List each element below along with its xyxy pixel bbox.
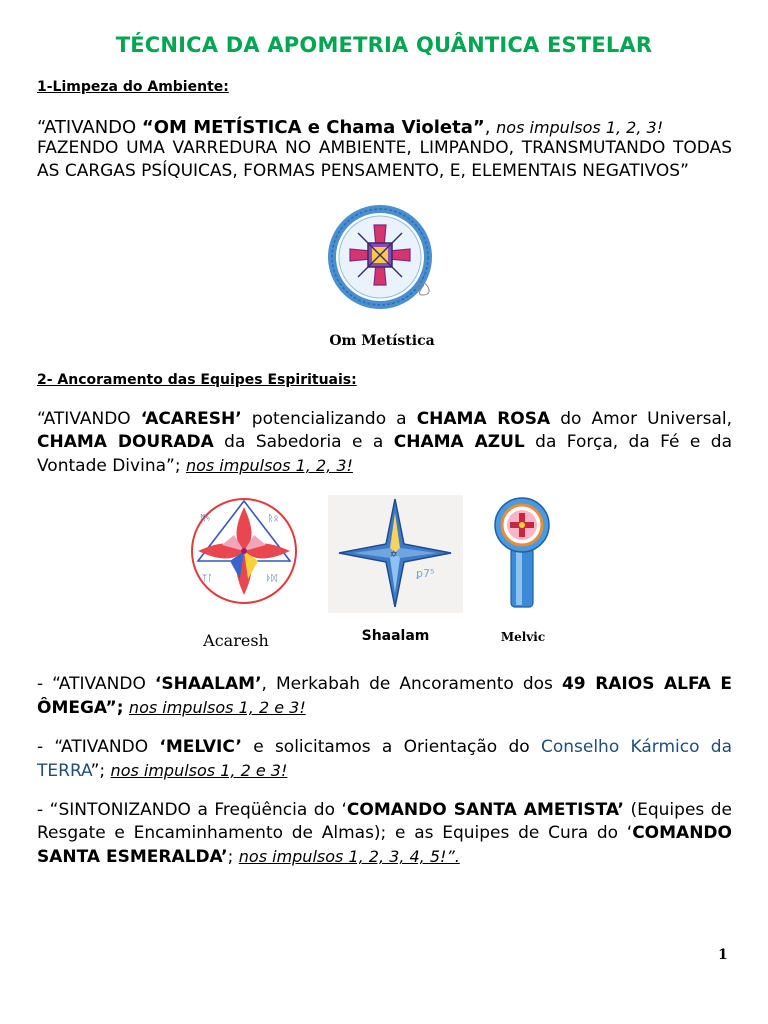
om-metistica-caption: Om Metística bbox=[329, 333, 435, 349]
bold-text: ‘MELVIC’ bbox=[159, 737, 242, 757]
om-metistica-image bbox=[318, 203, 448, 309]
melvic-image bbox=[483, 495, 563, 613]
acaresh-image bbox=[186, 497, 302, 607]
text: (Equipes de Resgate e Encaminhamento de Almas); e as Equipes de Cura do ‘ bbox=[37, 800, 733, 843]
text: ; bbox=[227, 847, 239, 867]
impulse-text: nos impulsos 1, 2 e 3! bbox=[110, 761, 288, 780]
text: potencializando a bbox=[241, 409, 417, 429]
shaalam-image bbox=[328, 495, 463, 613]
section-1-heading: 1-Limpeza do Ambiente: bbox=[37, 79, 229, 95]
shaalam-paragraph bbox=[37, 673, 732, 720]
svg-text:✡: ✡ bbox=[390, 550, 398, 560]
impulse-text: nos impulsos 1, 2, 3! bbox=[185, 456, 353, 475]
bold-text: COMANDO SANTA AMETISTA’ bbox=[346, 800, 624, 820]
text: - “ATIVANDO bbox=[37, 674, 155, 694]
svg-text:ᛗᛃ: ᛗᛃ bbox=[200, 514, 211, 524]
svg-text:ꝑ7⁵: ꝑ7⁵ bbox=[416, 567, 435, 580]
svg-text:ᚦᛞ: ᚦᛞ bbox=[266, 574, 277, 584]
text: - “ATIVANDO bbox=[37, 737, 160, 757]
text: FAZENDO UMA VARREDURA NO AMBIENTE, LIMPANDO, TRANSMUTANDO TODAS AS CARGAS PSÍQUICAS, FORMAS PENSAMENTO, E, ELEMENTAIS NEGATIVOS” bbox=[37, 138, 732, 181]
text: , Merkabah de Ancoramento dos bbox=[261, 674, 562, 694]
melvic-caption: Melvic bbox=[500, 630, 546, 644]
bold-text: ‘SHAALAM’ bbox=[154, 674, 262, 694]
shaalam-caption: Shaalam bbox=[361, 628, 430, 644]
impulse-text: nos impulsos 1, 2, 3, 4, 5!”. bbox=[238, 847, 460, 866]
impulse-text: nos impulsos 1, 2 e 3! bbox=[128, 698, 306, 717]
bold-text: ‘ACARESH’ bbox=[140, 409, 242, 429]
bold-text: CHAMA ROSA bbox=[416, 409, 551, 429]
melvic-paragraph bbox=[37, 736, 732, 783]
text: do Amor Universal, bbox=[550, 409, 732, 429]
bold-text: 49 RAIOS ALFA E ÔMEGA”; bbox=[37, 674, 733, 718]
bold-text: CHAMA DOURADA bbox=[37, 432, 214, 452]
conselho-link: Conselho Kármico da TERRA bbox=[37, 737, 732, 781]
bold-text: “OM METÍSTICA e Chama Violeta” bbox=[141, 117, 485, 138]
text: da Força, da Fé e da Vontade Divina”; bbox=[37, 432, 732, 476]
sintonizando-paragraph bbox=[37, 799, 732, 869]
text: da Sabedoria e a bbox=[213, 432, 394, 452]
text: - “SINTONIZANDO a Freqüência do ‘ bbox=[37, 800, 347, 820]
page-title: TÉCNICA DA APOMETRIA QUÂNTICA ESTELAR bbox=[115, 33, 653, 57]
svg-text:ᛉᛚ: ᛉᛚ bbox=[202, 574, 213, 584]
page-number: 1 bbox=[718, 947, 728, 963]
svg-text:ᚱᛟ: ᚱᛟ bbox=[268, 514, 279, 524]
text: , bbox=[484, 117, 497, 138]
text: ”; bbox=[90, 761, 111, 781]
acaresh-caption: Acaresh bbox=[203, 631, 269, 650]
section-1-paragraph bbox=[37, 116, 732, 183]
text: e solicitamos a Orientação do bbox=[241, 737, 541, 757]
acaresh-paragraph bbox=[37, 408, 732, 478]
text: “ATIVANDO bbox=[37, 409, 141, 429]
text: “ATIVANDO bbox=[37, 117, 142, 138]
impulse-text: nos impulsos 1, 2, 3! bbox=[496, 118, 664, 137]
bold-text: CHAMA AZUL bbox=[393, 432, 525, 452]
bold-text: COMANDO SANTA ESMERALDA’ bbox=[37, 823, 732, 867]
section-2-heading: 2- Ancoramento das Equipes Espirituais: bbox=[37, 372, 357, 388]
